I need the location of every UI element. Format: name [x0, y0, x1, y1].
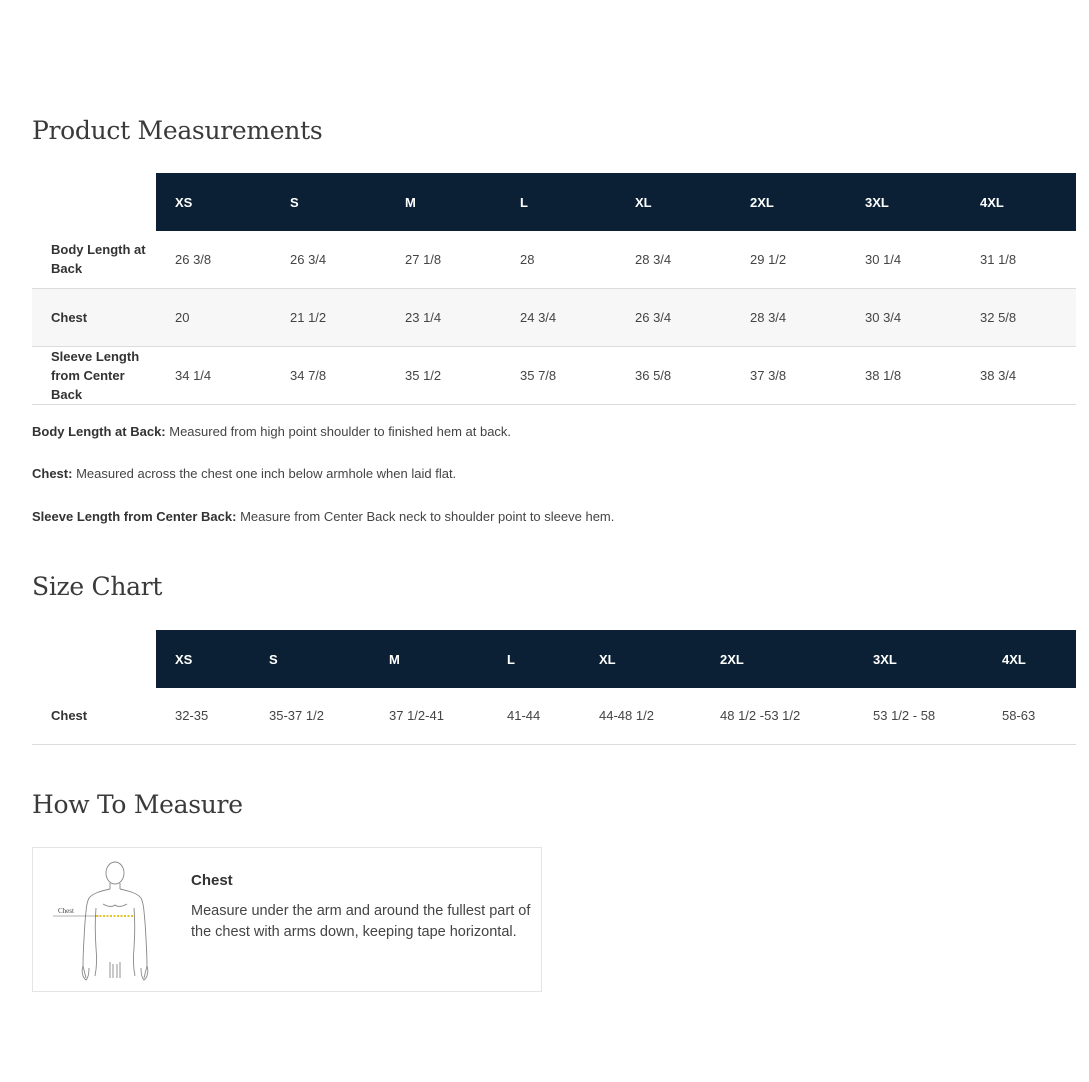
header-corner — [32, 630, 156, 688]
table-cell: 35 1/2 — [386, 346, 501, 404]
table-cell: 31 1/8 — [961, 231, 1076, 288]
measure-card-chest — [32, 847, 542, 992]
table-cell: 34 7/8 — [271, 346, 386, 404]
table-cell: 28 3/4 — [731, 288, 846, 346]
note-text: Measured from high point shoulder to finished hem at back. — [165, 424, 512, 439]
row-label: Chest — [32, 688, 156, 744]
size-header: 3XL — [854, 630, 983, 688]
measure-card-title: Chest — [191, 872, 233, 889]
size-header-row — [32, 173, 1076, 231]
table-cell: 32 5/8 — [961, 288, 1076, 346]
table-cell: 23 1/4 — [386, 288, 501, 346]
table-cell: 21 1/2 — [271, 288, 386, 346]
table-cell: 20 — [156, 288, 271, 346]
size-header: S — [250, 630, 370, 688]
row-label: Chest — [32, 288, 156, 346]
measure-card-description: Measure under the arm and around the fullest part of the chest with arms down, keeping tape horizontal. — [191, 903, 531, 940]
note-term: Body Length at Back: — [32, 424, 166, 439]
size-header: L — [501, 173, 616, 231]
table-cell: 30 1/4 — [846, 231, 961, 288]
size-header: 3XL — [846, 173, 961, 231]
figure-label: Chest — [58, 907, 74, 915]
size-header: 2XL — [731, 173, 846, 231]
table-cell: 44-48 1/2 — [580, 688, 701, 744]
row-label: Body Length at Back — [32, 231, 156, 288]
size-header: 4XL — [961, 173, 1076, 231]
note-text: Measure from Center Back neck to shoulder point to sleeve hem. — [236, 509, 615, 524]
table-cell: 41-44 — [488, 688, 580, 744]
size-header: M — [370, 630, 488, 688]
table-row — [32, 288, 1076, 346]
table-row — [32, 346, 1076, 404]
size-header: XS — [156, 173, 271, 231]
how-to-measure-heading: How To Measure — [32, 790, 243, 819]
note-text: Measured across the chest one inch below armhole when laid flat. — [72, 466, 457, 481]
table-cell: 29 1/2 — [731, 231, 846, 288]
table-cell: 38 3/4 — [961, 346, 1076, 404]
table-cell: 35-37 1/2 — [250, 688, 370, 744]
table-cell: 28 — [501, 231, 616, 288]
table-row — [32, 688, 1076, 744]
note-term: Sleeve Length from Center Back: — [32, 509, 237, 524]
table-cell: 26 3/4 — [271, 231, 386, 288]
header-corner — [32, 173, 156, 231]
size-header: L — [488, 630, 580, 688]
table-cell: 24 3/4 — [501, 288, 616, 346]
table-cell: 35 7/8 — [501, 346, 616, 404]
size-header: 2XL — [701, 630, 854, 688]
table-cell: 48 1/2 -53 1/2 — [701, 688, 854, 744]
note-chest — [32, 466, 456, 481]
table-cell: 28 3/4 — [616, 231, 731, 288]
table-row — [32, 231, 1076, 288]
size-header: XL — [580, 630, 701, 688]
size-header: S — [271, 173, 386, 231]
table-cell: 36 5/8 — [616, 346, 731, 404]
size-header: M — [386, 173, 501, 231]
size-header: XS — [156, 630, 250, 688]
table-cell: 32-35 — [156, 688, 250, 744]
table-cell: 38 1/8 — [846, 346, 961, 404]
size-chart-heading: Size Chart — [32, 572, 163, 601]
table-cell: 53 1/2 - 58 — [854, 688, 983, 744]
row-label: Sleeve Length from Center Back — [32, 346, 156, 404]
table-cell: 34 1/4 — [156, 346, 271, 404]
table-cell: 27 1/8 — [386, 231, 501, 288]
size-header: XL — [616, 173, 731, 231]
table-cell: 37 3/8 — [731, 346, 846, 404]
table-cell: 26 3/4 — [616, 288, 731, 346]
note-term: Chest: — [32, 466, 73, 481]
product-measurements-heading: Product Measurements — [32, 116, 323, 145]
torso-figure-icon — [53, 858, 173, 983]
table-cell: 26 3/8 — [156, 231, 271, 288]
note-body-length — [32, 424, 511, 439]
size-header-row — [32, 630, 1076, 688]
product-measurements-table — [32, 173, 1076, 405]
size-chart-table — [32, 630, 1076, 745]
table-cell: 37 1/2-41 — [370, 688, 488, 744]
table-cell: 30 3/4 — [846, 288, 961, 346]
table-cell: 58-63 — [983, 688, 1076, 744]
note-sleeve-length — [32, 509, 614, 524]
size-header: 4XL — [983, 630, 1076, 688]
